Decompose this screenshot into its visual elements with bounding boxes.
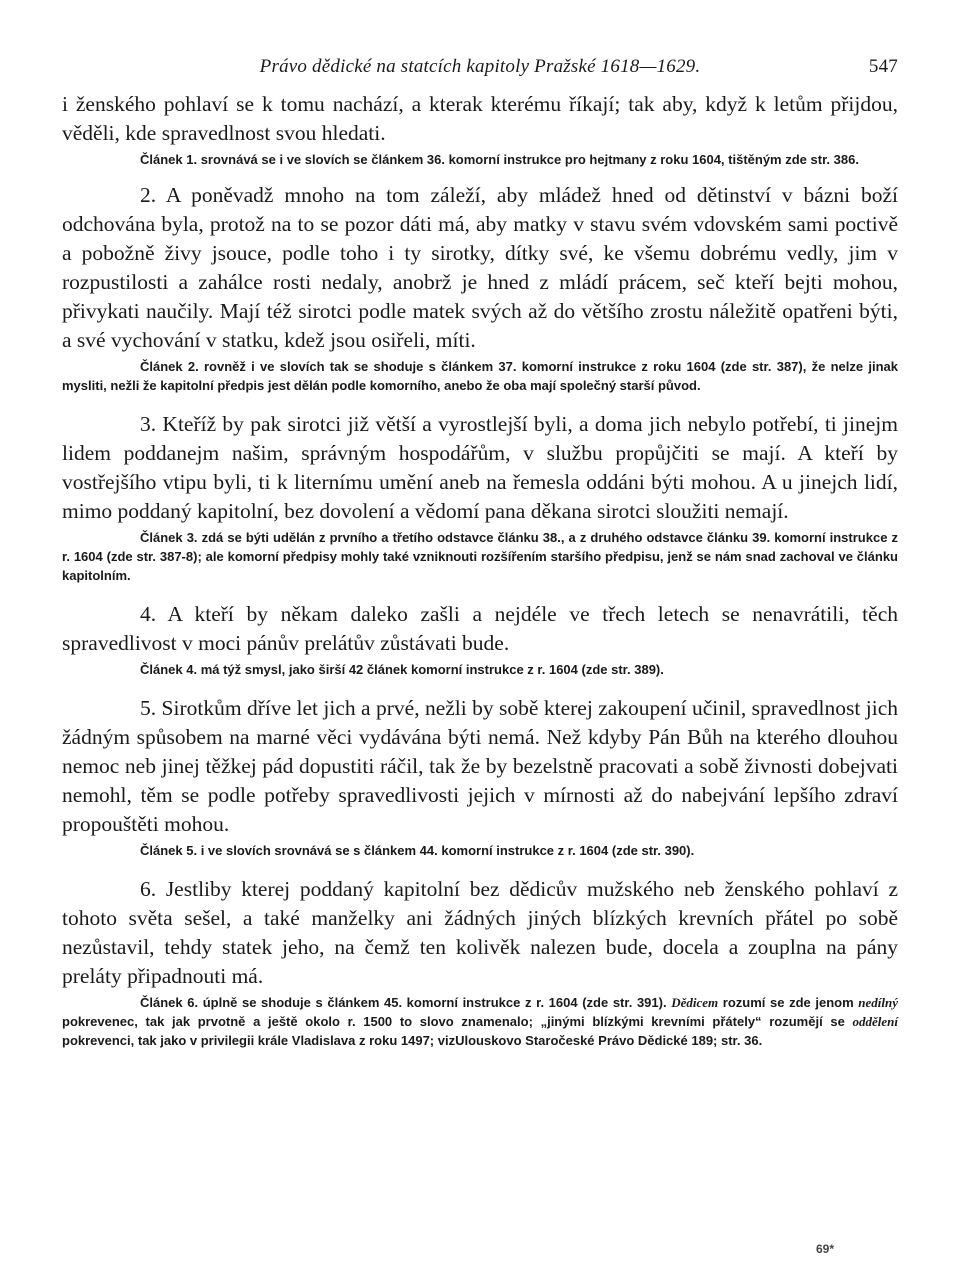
- commentary-article-1: Článek 1. srovnává se i ve slovích se článkem 36. komorní instrukce pro hejtmany z roku 1604, tištěným zde str. 386.: [140, 152, 859, 167]
- commentary-6-term-dedicem: Dědicem: [671, 995, 719, 1010]
- running-title: Právo dědické na statcích kapitoly Pražské 1618—1629.: [259, 56, 701, 77]
- article-4: 4. A kteří by někam daleko zašli a nejdéle ve třech letech se nenavrátili, těch spravedlivost v moci pánův prelátův zůstávati bude.: [62, 602, 898, 655]
- article-5: 5. Sirotkům dříve let jich a prvé, nežli by sobě kterej zakoupení učinil, spravedlnost jich žádným spůsobem na marné věci vydávána býti nemá. Než kdyby Pán Bůh na kterého dlouhou nemoc neb jinej těžkej pád dopustiti ráčil, tak že by bezelstně pracovati a sobě živnosti dobejvati nemohl, těm se podle potřeby spravedlivosti jejich v mírnosti až do nabejvání lepšího zdraví propouštěti mohou.: [62, 696, 898, 836]
- article-3: 3. Kteříž by pak sirotci již větší a vyrostlejší byli, a doma jich nebylo potřebí, ti jinejm lidem poddanejm našim, správným hospodářům, v službu propůjčiti se mají. A kteří by vostřejšího vtipu byli, ti k liternímu umění aneb na řemesla oddáni býti mohou. A u jinejch lidí, mimo poddaný kapitolní, bez dovolení a vědomí pana děkana sirotci sloužiti nemají.: [62, 412, 898, 523]
- running-header: [62, 56, 898, 90]
- commentary-6-term-oddeleni: oddělení: [852, 1014, 898, 1029]
- commentary-article-3: Článek 3. zdá se býti udělán z prvního a třetího odstavce článku 38., a z druhého odstavce článku 39. komorní instrukce z r. 1604 (zde str. 387-8); ale komorní předpisy mohly také vzniknouti rozšířením staršího předpisu, jenž se nám snad zachoval ve článku kapitolním.: [62, 530, 898, 583]
- printer-signature: 69*: [816, 1242, 835, 1256]
- article-6: 6. Jestliby kterej poddaný kapitolní bez dědicův mužského neb ženského pohlaví z tohoto světa sešel, a také manželky ani žádných jiných blízkých krevních přátel po sobě nezůstavil, tehdy statek jeho, na čemž ten kolivěk nalezen bude, docela a zouplna na pány preláty připadnouti má.: [62, 877, 898, 988]
- document-page: [62, 56, 898, 1050]
- commentary-6-part-e: pokrevenec, tak jak prvotně a ještě okolo r. 1500 to slovo znamenalo; „jinými blízkými krevními přátely“ rozumějí se: [62, 1014, 845, 1029]
- commentary-6-part-a: Článek 6. úplně se shoduje s článkem 45. komorní instrukce z r. 1604 (zde str. 391).: [140, 995, 667, 1010]
- page-number: 547: [868, 56, 898, 77]
- commentary-6-term-nedilny: nedílný: [858, 995, 898, 1010]
- commentary-article-6: [62, 993, 898, 1050]
- commentary-6-part-c: rozumí se zde jenom: [722, 995, 854, 1010]
- paragraph-continuation: i ženského pohlaví se k tomu nachází, a kterak kterému říkají; tak aby, když k letům přijdou, věděli, kde spravedlnost svou hledati.: [62, 92, 898, 145]
- commentary-6-part-g: pokrevenci, tak jako v privilegii krále Vladislava z roku 1497; vizUlouskovo Staročeské Právo Dědické 189; str. 36.: [62, 1033, 763, 1048]
- commentary-article-4: Článek 4. má týž smysl, jako širší 42 článek komorní instrukce z r. 1604 (zde str. 389).: [140, 662, 664, 677]
- commentary-article-2: Článek 2. rovněž i ve slovích tak se shoduje s článkem 37. komorní instrukce z roku 1604 (zde str. 387), že nelze jinak mysliti, nežli že kapitolní předpis jest dělán podle komorního, anebo že oba mají společný starší původ.: [62, 359, 898, 393]
- article-2: 2. A poněvadž mnoho na tom záleží, aby mládež hned od dětinství v bázni boží odchována byla, protož na to se pozor dáti má, aby matky v stavu svém vdovském sami poctivě a pobožně živy jsouce, podle toho i ty sirotky, dítky své, ke všemu dobrému vedly, jim v rozpustilosti a zahálce rosti nedaly, anobrž je hned z mládí prácem, seč kteří bejti mohou, přivykati naučily. Mají též sirotci podle matek svých až do většího zrostu náležitě opatřeni býti, a své vychování v statku, kdež jsou osiřeli, míti.: [62, 183, 898, 352]
- commentary-article-5: Článek 5. i ve slovích srovnává se s článkem 44. komorní instrukce z r. 1604 (zde str. 390).: [140, 843, 695, 858]
